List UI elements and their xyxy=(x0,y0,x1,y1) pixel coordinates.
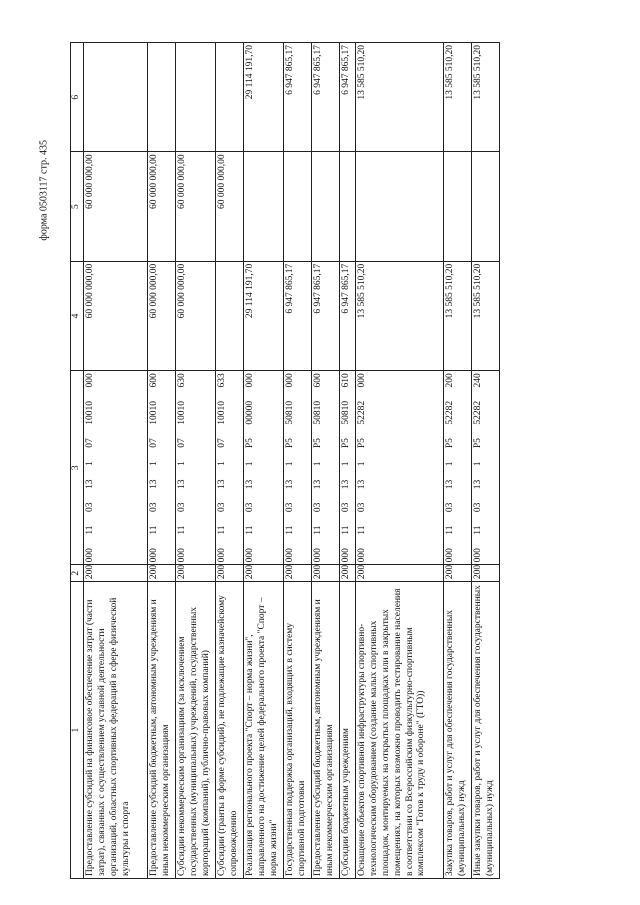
budget-code-part: 03 xyxy=(149,502,159,512)
budget-code-part: 13 xyxy=(177,479,187,489)
budget-code-part: 13 xyxy=(149,479,159,489)
budget-code xyxy=(313,373,325,562)
row-name-cell: Субсидии некоммерческим организациям (за исключением государственных (муниципальных) учреждений, государственных корпораций (компаний), публично-правовых компаний) xyxy=(176,582,216,879)
budget-code-part: 07 xyxy=(149,438,159,448)
row-budget-code-cell xyxy=(312,371,340,565)
budget-code-part: 11 xyxy=(341,525,351,535)
budget-code-part: 00000 xyxy=(245,400,255,425)
budget-code-part: 03 xyxy=(357,502,367,513)
budget-code-part: 13 xyxy=(217,479,227,489)
row-amount-col-6: 13 585 510,20 xyxy=(472,43,500,152)
row-amount-col-6: 6 947 865,17 xyxy=(340,43,356,152)
budget-code-part: P5 xyxy=(473,438,483,449)
budget-code-part: P5 xyxy=(245,438,255,449)
budget-code-part: 1 xyxy=(341,461,351,467)
row-name-cell: Закупка товаров, работ и услуг для обеспечения государственных (муниципальных) нужд xyxy=(444,582,472,879)
budget-code-part: 07 xyxy=(85,438,95,448)
budget-code-part: 000 xyxy=(341,548,351,563)
budget-code-part: 11 xyxy=(313,525,323,535)
budget-code-part: 000 xyxy=(149,548,159,563)
budget-code-part: 1 xyxy=(85,461,95,466)
budget-code-part: 03 xyxy=(217,502,227,512)
budget-code xyxy=(85,373,97,562)
budget-code-part: 610 xyxy=(341,373,351,388)
row-budget-code-cell xyxy=(148,371,176,565)
budget-code-part: 1 xyxy=(313,461,323,467)
budget-code-part: 03 xyxy=(445,502,455,513)
budget-code-part: 13 xyxy=(357,479,367,490)
row-amount-col-5 xyxy=(472,152,500,261)
row-name-cell: Оснащение объектов спортивной инфраструктуры спортивно-технологическим оборудованием (создание малых спортивных площадок, монтируемых на открытых площадках или в закрытых помещениях, на которых возможно проводить тестирование населения в соответствии со Всероссийским физкультурно-спортивным комплексом "Готов к труду и обороне" (ГТО)) xyxy=(356,582,444,879)
row-name-cell: Предоставление субсидий бюджетным, автономным учреждениям и иным некоммерческим организациям xyxy=(148,582,176,879)
budget-code-part: P5 xyxy=(341,438,351,449)
table-row xyxy=(244,43,284,879)
row-amount-col-6 xyxy=(216,43,244,152)
budget-code-part: 000 xyxy=(85,373,95,388)
budget-code-part: 11 xyxy=(149,525,159,535)
row-amount-col-6: 29 114 191,70 xyxy=(244,43,284,152)
row-amount-col-4: 6 947 865,17 xyxy=(312,261,340,370)
row-amount-col-5 xyxy=(244,152,284,261)
row-amount-col-5 xyxy=(340,152,356,261)
column-header-2: 2 xyxy=(71,565,84,582)
budget-code-part: 52282 xyxy=(445,400,455,425)
budget-code-part: 13 xyxy=(445,479,455,490)
budget-code-part: 11 xyxy=(445,525,455,535)
budget-code-part: 000 xyxy=(85,548,95,563)
budget-code-part: 000 xyxy=(357,548,367,563)
table-row xyxy=(356,43,444,879)
budget-code-part: 1 xyxy=(445,461,455,467)
budget-code-part: 000 xyxy=(285,373,295,388)
budget-code-part: 13 xyxy=(245,479,255,490)
row-name-cell: Субсидии бюджетным учреждениям xyxy=(340,582,356,879)
budget-code-part: 13 xyxy=(85,479,95,489)
row-amount-col-5 xyxy=(444,152,472,261)
row-line-code-cell: 200 xyxy=(472,565,500,582)
row-line-code-cell: 200 xyxy=(84,565,148,582)
budget-code-part: 03 xyxy=(473,502,483,513)
row-amount-col-6 xyxy=(84,43,148,152)
column-header-4: 4 xyxy=(71,261,84,370)
row-amount-col-6: 13 585 510,20 xyxy=(356,43,444,152)
budget-code-part: 11 xyxy=(473,525,483,535)
column-header-1: 1 xyxy=(71,582,84,879)
budget-code xyxy=(217,373,229,562)
budget-code-part: 13 xyxy=(285,479,295,490)
budget-code-part: 13 xyxy=(341,479,351,490)
budget-code xyxy=(245,373,257,562)
budget-code-part: 11 xyxy=(177,525,187,535)
row-budget-code-cell xyxy=(244,371,284,565)
row-budget-code-cell xyxy=(284,371,312,565)
row-amount-col-5: 60 000 000,00 xyxy=(84,152,148,261)
row-amount-col-6: 13 585 510,20 xyxy=(444,43,472,152)
budget-code-part: 11 xyxy=(85,525,95,535)
row-name-cell: Субсидии (гранты в форме субсидий), не подлежащие казначейскому сопровождению xyxy=(216,582,244,879)
row-name-cell: Предоставление субсидий бюджетным, автономным учреждениям и иным некоммерческим организациям xyxy=(312,582,340,879)
budget-code-part: 50810 xyxy=(285,400,295,425)
row-amount-col-5: 60 000 000,00 xyxy=(176,152,216,261)
budget-code-part: 000 xyxy=(313,548,323,563)
budget-code-part: 000 xyxy=(357,373,367,388)
row-amount-col-4: 13 585 510,20 xyxy=(444,261,472,370)
row-budget-code-cell xyxy=(356,371,444,565)
budget-code-part: 10010 xyxy=(149,400,159,425)
budget-code xyxy=(357,373,369,562)
row-line-code-cell: 200 xyxy=(340,565,356,582)
budget-code-part: 600 xyxy=(313,373,323,388)
row-amount-col-4: 29 114 191,70 xyxy=(244,261,284,370)
row-budget-code-cell xyxy=(216,371,244,565)
budget-code-part: 03 xyxy=(285,502,295,513)
budget-code xyxy=(341,373,353,562)
header-row xyxy=(71,43,84,879)
table-row xyxy=(84,43,148,879)
budget-code-part: P5 xyxy=(285,438,295,449)
row-budget-code-cell xyxy=(444,371,472,565)
row-line-code-cell: 200 xyxy=(148,565,176,582)
row-amount-col-6 xyxy=(148,43,176,152)
budget-code-part: 13 xyxy=(313,479,323,490)
table-row xyxy=(216,43,244,879)
form-reference-text: форма 0503117 стр. 435 xyxy=(39,140,50,241)
budget-code-part: 03 xyxy=(245,502,255,513)
budget-code xyxy=(177,373,189,562)
budget-code-part: 1 xyxy=(285,461,295,467)
row-amount-col-4: 6 947 865,17 xyxy=(340,261,356,370)
row-amount-col-5: 60 000 000,00 xyxy=(216,152,244,261)
budget-code xyxy=(149,373,161,562)
row-amount-col-5 xyxy=(356,152,444,261)
budget-code-part: 03 xyxy=(341,502,351,513)
column-header-3: 3 xyxy=(71,371,84,565)
row-amount-col-6: 6 947 865,17 xyxy=(284,43,312,152)
budget-code-part: 000 xyxy=(285,548,295,563)
budget-code-part: 1 xyxy=(217,461,227,466)
row-amount-col-4: 60 000 000,00 xyxy=(176,261,216,370)
row-name-cell: Иные закупки товаров, работ и услуг для обеспечения государственных (муниципальных) нужд xyxy=(472,582,500,879)
row-line-code-cell: 200 xyxy=(444,565,472,582)
form-reference xyxy=(10,20,50,241)
budget-code-part: 13 xyxy=(473,479,483,490)
budget-code-part: 11 xyxy=(245,525,255,535)
budget-code-part: 1 xyxy=(357,461,367,467)
row-amount-col-5 xyxy=(284,152,312,261)
table-row xyxy=(148,43,176,879)
table-row xyxy=(284,43,312,879)
row-name-cell: Государственная поддержка организаций, входящих в систему спортивной подготовки xyxy=(284,582,312,879)
row-amount-col-4: 13 585 510,20 xyxy=(356,261,444,370)
budget-code-part: 11 xyxy=(217,525,227,535)
budget-code-part: 50810 xyxy=(341,400,351,425)
budget-code-part: 240 xyxy=(473,373,483,388)
row-line-code-cell: 200 xyxy=(176,565,216,582)
row-budget-code-cell xyxy=(84,371,148,565)
budget-code-part: 50810 xyxy=(313,400,323,425)
row-amount-col-4: 60 000 000,00 xyxy=(84,261,148,370)
budget-code-part: 633 xyxy=(217,373,227,388)
row-amount-col-4: 13 585 510,20 xyxy=(472,261,500,370)
budget-code-part: 1 xyxy=(177,461,187,466)
budget-code-part: 11 xyxy=(285,525,295,535)
table-row xyxy=(340,43,356,879)
row-line-code-cell: 200 xyxy=(312,565,340,582)
budget-code-part: 000 xyxy=(473,548,483,563)
column-header-5: 5 xyxy=(71,152,84,261)
budget-code-part: 07 xyxy=(177,438,187,448)
budget-code-part: 11 xyxy=(357,525,367,535)
budget-code-part: 03 xyxy=(177,502,187,512)
budget-code-part: 10010 xyxy=(217,400,227,425)
budget-code-part: 10010 xyxy=(85,400,95,425)
table-row xyxy=(312,43,340,879)
budget-table-rotated xyxy=(70,42,558,879)
budget-code-part: 000 xyxy=(245,373,255,388)
budget-code-part: P5 xyxy=(313,438,323,449)
row-amount-col-4: 6 947 865,17 xyxy=(284,261,312,370)
row-name-cell: Реализация регионального проекта "Спорт – норма жизни", направленного на достижение целей федерального проекта "Спорт – норма жизни" xyxy=(244,582,284,879)
row-name-cell: Предоставление субсидий на финансовое обеспечение затрат (части затрат), связанных с осуществлением уставной деятельности организаций, областных спортивных федераций в сфере физической культуры и спорта xyxy=(84,582,148,879)
row-line-code-cell: 200 xyxy=(284,565,312,582)
budget-code xyxy=(285,373,297,562)
budget-code-part: 200 xyxy=(445,373,455,388)
row-line-code-cell: 200 xyxy=(356,565,444,582)
budget-code-part: 000 xyxy=(245,548,255,563)
budget-code xyxy=(445,373,457,562)
budget-code-part: 000 xyxy=(445,548,455,563)
row-amount-col-4: 60 000 000,00 xyxy=(148,261,176,370)
budget-code-part: 630 xyxy=(177,373,187,388)
row-budget-code-cell xyxy=(176,371,216,565)
budget-code-part: P5 xyxy=(445,438,455,449)
budget-code-part: 52282 xyxy=(473,400,483,425)
row-budget-code-cell xyxy=(340,371,356,565)
budget-code-part: 1 xyxy=(245,461,255,467)
budget-code-part: P5 xyxy=(357,438,367,449)
table-row xyxy=(444,43,472,879)
budget-code-part: 52282 xyxy=(357,400,367,425)
budget-code-part: 600 xyxy=(149,373,159,388)
row-amount-col-4 xyxy=(216,261,244,370)
row-amount-col-5 xyxy=(312,152,340,261)
budget-code-part: 000 xyxy=(217,548,227,563)
row-amount-col-6: 6 947 865,17 xyxy=(312,43,340,152)
row-line-code-cell: 200 xyxy=(244,565,284,582)
table-row xyxy=(176,43,216,879)
row-budget-code-cell xyxy=(472,371,500,565)
column-header-6: 6 xyxy=(71,43,84,152)
budget-code-part: 1 xyxy=(149,461,159,466)
budget-code-part: 03 xyxy=(313,502,323,513)
row-line-code-cell: 200 xyxy=(216,565,244,582)
budget-code-part: 000 xyxy=(177,548,187,563)
budget-table xyxy=(70,42,500,879)
row-amount-col-5: 60 000 000,00 xyxy=(148,152,176,261)
budget-code-part: 1 xyxy=(473,461,483,467)
budget-code xyxy=(473,373,485,562)
budget-code-part: 03 xyxy=(85,502,95,512)
table-row xyxy=(472,43,500,879)
budget-code-part: 07 xyxy=(217,438,227,448)
budget-code-part: 10010 xyxy=(177,400,187,425)
row-amount-col-6 xyxy=(176,43,216,152)
